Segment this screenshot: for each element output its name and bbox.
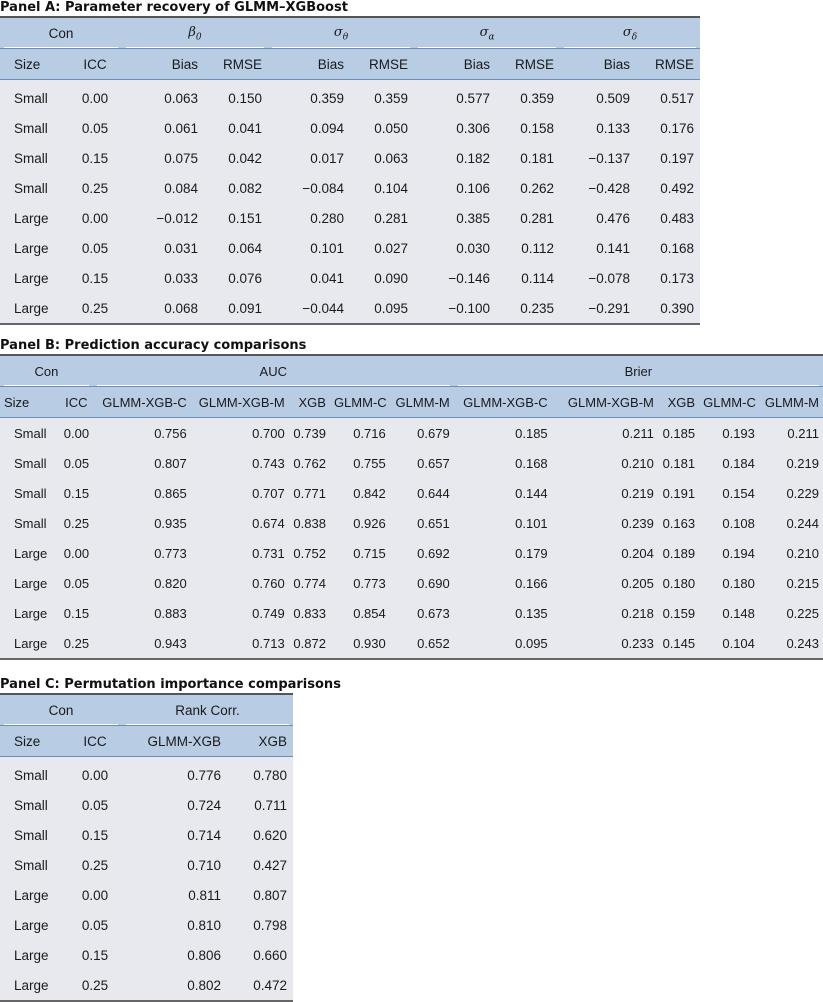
column-header-glmm-xgb-c: GLMM-XGB-C — [454, 387, 552, 418]
value-cell: 0.690 — [417, 575, 450, 591]
value-cell: 0.095 — [454, 628, 552, 659]
icc-cell: 0.05 — [81, 240, 109, 256]
value-cell: 0.657 — [417, 455, 450, 471]
size-cell: Small — [14, 515, 47, 531]
panel-b-column-header — [0, 387, 823, 418]
value-cell: −0.012 — [156, 210, 199, 226]
table-row — [0, 757, 293, 791]
column-header-glmm-m: GLMM-M — [390, 387, 454, 418]
value-cell: 0.108 — [722, 515, 755, 531]
value-cell: 0.243 — [759, 628, 823, 659]
value-cell: 0.644 — [417, 485, 450, 501]
value-cell: 0.752 — [293, 545, 326, 561]
value-cell: 0.185 — [515, 425, 548, 441]
value-cell: 0.101 — [310, 240, 345, 256]
value-cell: 0.159 — [662, 605, 696, 621]
panel-a-body — [0, 80, 700, 325]
value-cell: 0.205 — [621, 575, 654, 591]
value-cell: 0.385 — [456, 210, 491, 226]
column-header-xgb: XGB — [289, 387, 330, 418]
value-cell: 0.033 — [164, 270, 199, 286]
table-row — [0, 880, 293, 910]
size-cell: Small — [14, 455, 47, 471]
column-header-rmse: RMSE — [204, 49, 268, 80]
icc-cell: 0.05 — [63, 455, 90, 471]
value-cell: 0.068 — [122, 293, 204, 324]
value-cell: 0.755 — [353, 455, 386, 471]
value-cell: 0.714 — [187, 827, 222, 843]
value-cell: 0.219 — [786, 455, 819, 471]
icc-cell: 0.15 — [81, 150, 109, 166]
value-cell: 0.181 — [520, 150, 555, 166]
value-cell: −0.428 — [588, 180, 631, 196]
column-header-bias: Bias — [414, 49, 496, 80]
size-cell: Large — [14, 575, 48, 591]
panel-a — [0, 0, 700, 325]
group-rank-corr: Rank Corr. — [122, 694, 293, 726]
panel-c — [0, 677, 341, 1002]
group-con: Con — [0, 17, 122, 49]
value-cell: 0.219 — [621, 485, 654, 501]
size-cell: Large — [14, 545, 48, 561]
value-cell: 0.883 — [154, 605, 187, 621]
icc-cell: 0.00 — [81, 210, 109, 226]
panel-a-group-header — [0, 17, 700, 49]
column-header-size: Size — [0, 726, 68, 757]
size-cell: Small — [14, 767, 48, 783]
value-cell: 0.166 — [515, 575, 548, 591]
value-cell: 0.239 — [621, 515, 654, 531]
value-cell: 0.427 — [253, 857, 288, 873]
icc-cell: 0.25 — [63, 515, 90, 531]
icc-cell: 0.15 — [81, 270, 109, 286]
value-cell: 0.281 — [374, 210, 409, 226]
value-cell: 0.865 — [154, 485, 187, 501]
icc-cell: 0.25 — [60, 628, 93, 659]
value-cell: 0.027 — [374, 240, 409, 256]
size-cell: Small — [14, 797, 48, 813]
size-cell: Large — [0, 628, 60, 659]
value-cell: 0.194 — [722, 545, 755, 561]
size-cell: Large — [14, 270, 49, 286]
value-cell: 0.076 — [228, 270, 263, 286]
value-cell: 0.724 — [187, 797, 222, 813]
value-cell: 0.711 — [254, 797, 288, 813]
table-row — [0, 143, 700, 173]
group-auc: AUC — [93, 355, 454, 387]
value-cell: 0.359 — [520, 90, 555, 106]
value-cell: 0.225 — [786, 605, 819, 621]
value-cell: 0.935 — [154, 515, 187, 531]
table-row — [0, 478, 823, 508]
value-cell: 0.838 — [293, 515, 326, 531]
size-cell: Small — [14, 425, 47, 441]
icc-cell: 0.05 — [81, 917, 109, 933]
icc-cell: 0.15 — [63, 485, 90, 501]
table-row — [0, 113, 700, 143]
value-cell: 0.776 — [187, 767, 222, 783]
group-con: Con — [0, 694, 122, 726]
column-header-icc: ICC — [60, 387, 93, 418]
value-cell: 0.184 — [722, 455, 755, 471]
value-cell: 0.743 — [252, 455, 285, 471]
column-header-glmm-c: GLMM-C — [699, 387, 759, 418]
value-cell: 0.713 — [191, 628, 289, 659]
value-cell: 0.042 — [228, 150, 263, 166]
value-cell: 0.104 — [374, 180, 409, 196]
panel-c-title: Panel C: Permutation importance comparisons — [0, 677, 341, 692]
value-cell: 0.807 — [253, 887, 288, 903]
value-cell: 0.773 — [353, 575, 386, 591]
group-con: Con — [0, 355, 93, 387]
value-cell: 0.173 — [660, 270, 695, 286]
value-cell: 0.091 — [204, 293, 268, 324]
size-cell: Small — [14, 150, 48, 166]
value-cell: 0.872 — [289, 628, 330, 659]
column-header-rmse: RMSE — [350, 49, 414, 80]
table-row — [0, 448, 823, 478]
column-header-bias: Bias — [122, 49, 204, 80]
column-header-glmm-xgb-m: GLMM-XGB-M — [552, 387, 658, 418]
value-cell: −0.078 — [588, 270, 631, 286]
panel-c-group-header — [0, 694, 293, 726]
panel-a-title: Panel A: Parameter recovery of GLMM–XGBoost — [0, 0, 348, 15]
value-cell: 0.050 — [374, 120, 409, 136]
icc-cell: 0.00 — [81, 887, 109, 903]
value-cell: 0.063 — [374, 150, 409, 166]
value-cell: 0.101 — [515, 515, 548, 531]
panel-c-table — [0, 693, 293, 1002]
value-cell: 0.762 — [293, 455, 326, 471]
value-cell: 0.180 — [722, 575, 755, 591]
value-cell: 0.509 — [596, 90, 631, 106]
value-cell: 0.084 — [164, 180, 199, 196]
value-cell: 0.660 — [253, 947, 288, 963]
value-cell: 0.151 — [228, 210, 263, 226]
value-cell: 0.189 — [662, 545, 696, 561]
value-cell: 0.281 — [520, 210, 555, 226]
value-cell: −0.100 — [414, 293, 496, 324]
value-cell: 0.094 — [310, 120, 345, 136]
icc-cell: 0.05 — [63, 575, 90, 591]
value-cell: 0.517 — [660, 90, 695, 106]
value-cell: 0.191 — [662, 485, 696, 501]
panel-b — [0, 338, 823, 660]
value-cell: 0.179 — [515, 545, 548, 561]
table-row — [0, 538, 823, 568]
value-cell: −0.137 — [588, 150, 631, 166]
value-cell: 0.577 — [456, 90, 491, 106]
value-cell: 0.306 — [456, 120, 491, 136]
table-row — [0, 910, 293, 940]
value-cell: 0.700 — [252, 425, 285, 441]
value-cell: 0.692 — [417, 545, 450, 561]
value-cell: 0.104 — [699, 628, 759, 659]
value-cell: 0.168 — [660, 240, 695, 256]
value-cell: 0.063 — [164, 90, 199, 106]
table-row — [0, 850, 293, 880]
value-cell: 0.760 — [252, 575, 285, 591]
value-cell: 0.749 — [252, 605, 285, 621]
value-cell: 0.930 — [330, 628, 390, 659]
value-cell: 0.472 — [227, 970, 293, 1001]
size-cell: Small — [14, 857, 48, 873]
value-cell: 0.674 — [252, 515, 285, 531]
value-cell: 0.798 — [253, 917, 288, 933]
value-cell: 0.215 — [786, 575, 819, 591]
icc-cell: 0.15 — [81, 947, 109, 963]
value-cell: 0.233 — [552, 628, 658, 659]
icc-cell: 0.05 — [81, 797, 109, 813]
value-cell: 0.180 — [662, 575, 696, 591]
value-cell: 0.075 — [164, 150, 199, 166]
icc-cell: 0.00 — [63, 545, 90, 561]
column-header-glmm-xgb-c: GLMM-XGB-C — [93, 387, 191, 418]
size-cell: Small — [14, 120, 48, 136]
value-cell: 0.673 — [417, 605, 450, 621]
value-cell: 0.154 — [722, 485, 755, 501]
value-cell: 0.802 — [122, 970, 227, 1001]
value-cell: 0.211 — [622, 425, 654, 441]
value-cell: 0.771 — [293, 485, 326, 501]
table-row — [0, 508, 823, 538]
value-cell: 0.715 — [353, 545, 386, 561]
value-cell: −0.146 — [448, 270, 491, 286]
column-header-xgb: XGB — [658, 387, 699, 418]
value-cell: 0.017 — [310, 150, 345, 166]
column-header-glmm-c: GLMM-C — [330, 387, 390, 418]
value-cell: 0.135 — [515, 605, 548, 621]
value-cell: 0.716 — [353, 425, 386, 441]
icc-cell: 0.00 — [81, 767, 109, 783]
value-cell: 0.041 — [228, 120, 263, 136]
value-cell: 0.235 — [496, 293, 560, 324]
size-cell: Large — [14, 240, 49, 256]
column-header-xgb: XGB — [227, 726, 293, 757]
value-cell: 0.133 — [596, 120, 631, 136]
icc-cell: 0.25 — [68, 970, 122, 1001]
value-cell: 0.197 — [660, 150, 695, 166]
value-cell: 0.679 — [417, 425, 450, 441]
icc-cell: 0.25 — [81, 857, 109, 873]
value-cell: 0.652 — [390, 628, 454, 659]
column-header-bias: Bias — [560, 49, 636, 80]
value-cell: 0.210 — [621, 455, 654, 471]
table-row — [0, 790, 293, 820]
value-cell: 0.773 — [154, 545, 187, 561]
value-cell: 0.158 — [520, 120, 555, 136]
value-cell: 0.211 — [787, 425, 819, 441]
value-cell: 0.218 — [621, 605, 654, 621]
column-header-icc: ICC — [68, 726, 122, 757]
value-cell: 0.390 — [636, 293, 700, 324]
value-cell: 0.148 — [722, 605, 755, 621]
column-header-rmse: RMSE — [636, 49, 700, 80]
size-cell: Large — [14, 887, 49, 903]
group-brier: Brier — [454, 355, 823, 387]
size-cell: Small — [14, 827, 48, 843]
value-cell: 0.168 — [515, 455, 548, 471]
value-cell: 0.210 — [786, 545, 819, 561]
value-cell: 0.842 — [353, 485, 386, 501]
value-cell: 0.031 — [164, 240, 199, 256]
group-sigma-alpha: $\sigma_\alpha$ — [414, 17, 560, 49]
column-header-size: Size — [0, 387, 60, 418]
value-cell: 0.707 — [252, 485, 285, 501]
value-cell: 0.185 — [662, 425, 696, 441]
column-header-glmm-m: GLMM-M — [759, 387, 823, 418]
panel-c-body — [0, 757, 293, 1002]
value-cell: 0.112 — [521, 240, 555, 256]
value-cell: 0.710 — [187, 857, 222, 873]
value-cell: 0.193 — [722, 425, 755, 441]
size-cell: Small — [14, 90, 48, 106]
panel-b-body — [0, 418, 823, 660]
table-row — [0, 233, 700, 263]
size-cell: Small — [14, 485, 47, 501]
value-cell: 0.807 — [154, 455, 187, 471]
table-row — [0, 203, 700, 233]
value-cell: 0.041 — [310, 270, 345, 286]
value-cell: 0.114 — [521, 270, 555, 286]
value-cell: 0.280 — [310, 210, 345, 226]
value-cell: 0.359 — [374, 90, 409, 106]
column-header-glmm-xgb-m: GLMM-XGB-M — [191, 387, 289, 418]
column-header-glmm-xgb: GLMM-XGB — [122, 726, 227, 757]
value-cell: 0.811 — [188, 887, 222, 903]
value-cell: 0.774 — [293, 575, 326, 591]
icc-cell: 0.05 — [81, 120, 109, 136]
size-cell: Large — [14, 605, 48, 621]
column-header-size: Size — [0, 49, 68, 80]
value-cell: 0.090 — [374, 270, 409, 286]
value-cell: 0.756 — [154, 425, 187, 441]
icc-cell: 0.15 — [81, 827, 109, 843]
value-cell: 0.359 — [310, 90, 345, 106]
table-row — [0, 598, 823, 628]
size-cell: Large — [14, 210, 49, 226]
value-cell: 0.150 — [228, 90, 263, 106]
icc-cell: 0.25 — [81, 180, 109, 196]
value-cell: 0.483 — [660, 210, 695, 226]
value-cell: 0.106 — [456, 180, 491, 196]
table-row — [0, 628, 823, 659]
value-cell: 0.262 — [520, 180, 555, 196]
table-row — [0, 293, 700, 324]
group-beta0: $\beta_0$ — [122, 17, 268, 49]
value-cell: 0.620 — [253, 827, 288, 843]
value-cell: 0.739 — [293, 425, 326, 441]
value-cell: 0.820 — [154, 575, 187, 591]
value-cell: 0.651 — [417, 515, 450, 531]
value-cell: 0.806 — [187, 947, 222, 963]
panel-c-column-header — [0, 726, 293, 757]
value-cell: −0.044 — [268, 293, 350, 324]
value-cell: 0.229 — [786, 485, 819, 501]
value-cell: 0.492 — [660, 180, 695, 196]
value-cell: 0.181 — [662, 455, 696, 471]
size-cell: Large — [0, 970, 68, 1001]
value-cell: 0.926 — [353, 515, 386, 531]
size-cell: Large — [14, 947, 49, 963]
value-cell: 0.182 — [456, 150, 491, 166]
table-row — [0, 820, 293, 850]
group-sigma-theta: $\sigma_\theta$ — [268, 17, 414, 49]
value-cell: 0.144 — [515, 485, 548, 501]
value-cell: 0.082 — [228, 180, 263, 196]
table-row — [0, 173, 700, 203]
icc-cell: 0.00 — [63, 425, 90, 441]
value-cell: 0.064 — [228, 240, 263, 256]
table-row — [0, 263, 700, 293]
table-row — [0, 568, 823, 598]
value-cell: 0.810 — [187, 917, 222, 933]
value-cell: 0.095 — [350, 293, 414, 324]
size-cell: Large — [14, 917, 49, 933]
column-header-bias: Bias — [268, 49, 350, 80]
value-cell: 0.030 — [456, 240, 491, 256]
panel-b-title: Panel B: Prediction accuracy comparisons — [0, 338, 307, 353]
value-cell: 0.244 — [786, 515, 819, 531]
table-row — [0, 970, 293, 1001]
value-cell: 0.833 — [293, 605, 326, 621]
value-cell: −0.291 — [560, 293, 636, 324]
value-cell: 0.141 — [596, 240, 631, 256]
value-cell: 0.854 — [353, 605, 386, 621]
size-cell: Large — [0, 293, 68, 324]
value-cell: 0.780 — [253, 767, 288, 783]
column-header-icc: ICC — [68, 49, 122, 80]
panel-a-column-header — [0, 49, 700, 80]
value-cell: 0.163 — [662, 515, 696, 531]
table-row — [0, 80, 700, 114]
value-cell: 0.731 — [252, 545, 285, 561]
table-row — [0, 418, 823, 449]
value-cell: 0.476 — [596, 210, 631, 226]
value-cell: 0.943 — [93, 628, 191, 659]
panel-b-table — [0, 354, 823, 660]
value-cell: 0.176 — [660, 120, 695, 136]
icc-cell: 0.00 — [81, 90, 109, 106]
panel-b-group-header — [0, 355, 823, 387]
table-row — [0, 940, 293, 970]
icc-cell: 0.15 — [63, 605, 90, 621]
value-cell: 0.145 — [658, 628, 699, 659]
value-cell: −0.084 — [302, 180, 345, 196]
column-header-rmse: RMSE — [496, 49, 560, 80]
value-cell: 0.204 — [621, 545, 654, 561]
panel-a-table — [0, 16, 700, 325]
icc-cell: 0.25 — [68, 293, 122, 324]
group-sigma-delta: $\sigma_\delta$ — [560, 17, 700, 49]
value-cell: 0.061 — [164, 120, 199, 136]
size-cell: Small — [14, 180, 48, 196]
